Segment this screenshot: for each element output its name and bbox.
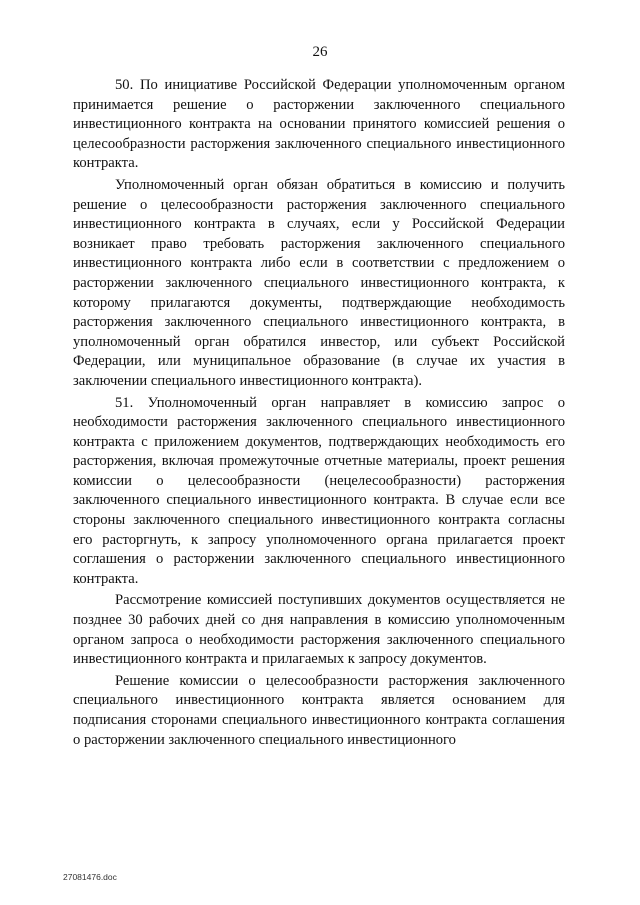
- document-file-code: 27081476.doc: [63, 872, 117, 882]
- paragraph-51: 51. Уполномоченный орган направляет в комиссию запрос о необходимости расторжения заключенного специального инвестиционного контракта с приложением документов, подтверждающих необходимость его расторжения, включая промежуточные отчетные материалы, проект решения комиссии о целесообразности (нецелесообразности) расторжения заключенного специального инвестиционного контракта. В случае если все стороны заключенного специального инвестиционного контракта согласны его расторгнуть, к запросу уполномоченного органа прилагается проект соглашения о расторжении заключенного специального инвестиционного контракта.: [73, 394, 565, 587]
- paragraph-obligation: Уполномоченный орган обязан обратиться в комиссию и получить решение о целесообразности расторжения заключенного специального инвестиционного контракта в случаях, если у Российской Федерации возникает право требовать расторжения заключенного специального инвестиционного контракта либо если в соответствии с предложением о расторжении заключенного специального инвестиционного контракта, к которому прилагаются документы, подтверждающие необходимость расторжения заключенного специального инвестиционного контракта, в уполномоченный орган обратился инвестор, или субъект Российской Федерации, или муниципальное образование (в случае их участия в заключении специального инвестиционного контракта).: [73, 176, 565, 389]
- paragraph-50: 50. По инициативе Российской Федерации уполномоченным органом принимается решение о расторжении заключенного специального инвестиционного контракта на основании принятого комиссией решения о целесообразности расторжения заключенного специального инвестиционного контракта.: [73, 77, 565, 172]
- document-body: [73, 76, 565, 750]
- paragraph-review-period: Рассмотрение комиссией поступивших документов осуществляется не позднее 30 рабочих дней со дня направления в комиссию уполномоченным органом запроса о необходимости расторжения заключенного специального инвестиционного контракта и прилагаемых к запросу документов.: [73, 592, 565, 668]
- page-number: 26: [312, 44, 328, 60]
- paragraph-commission-decision: Решение комиссии о целесообразности расторжения заключенного специального инвестиционного контракта является основанием для подписания сторонами специального инвестиционного контракта соглашения о расторжении заключенного специального инвестиционного: [73, 672, 565, 748]
